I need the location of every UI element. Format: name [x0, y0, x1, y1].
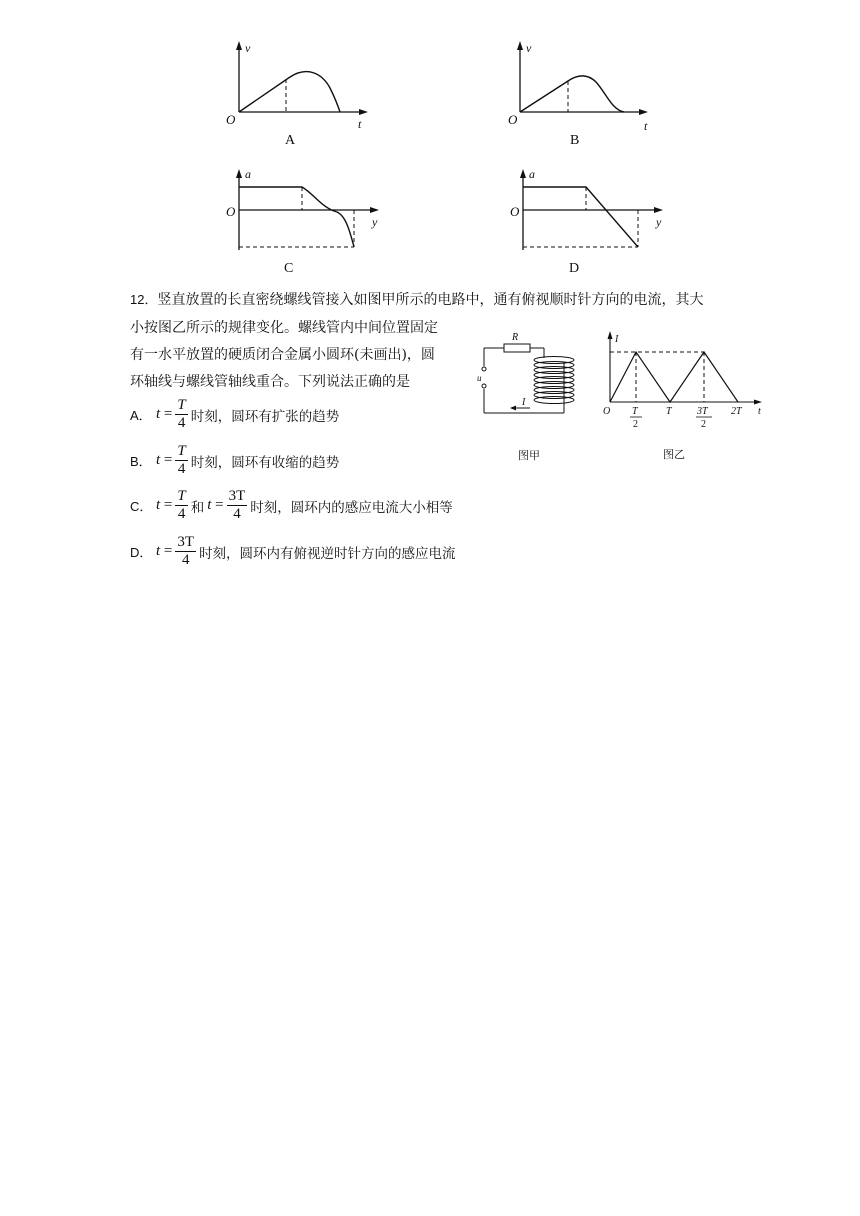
graph-d: [506, 164, 671, 279]
graph-c-x-label: y: [372, 215, 378, 229]
option-a-label: A．: [130, 408, 152, 423]
graph-b-x-label: t: [644, 119, 648, 133]
graph-c-label: C: [284, 261, 294, 276]
graph-c-y-arrow: [236, 169, 242, 178]
option-b-label: B．: [130, 454, 152, 469]
graph-b-origin: O: [508, 112, 518, 127]
option-c[interactable]: [130, 488, 453, 523]
yi-tick-1-num: T: [632, 406, 638, 417]
yi-tick-3-den: 2: [701, 419, 706, 430]
current-arrowhead: [510, 406, 516, 411]
graph-c-curve: [239, 187, 354, 247]
graph-b-label: B: [570, 133, 580, 148]
resistor: [504, 344, 530, 352]
option-d[interactable]: [130, 534, 456, 569]
graph-c-x-arrow: [370, 207, 379, 213]
graph-d-label: D: [569, 261, 580, 276]
current-label: I: [522, 397, 526, 408]
graph-c-origin: O: [226, 204, 236, 219]
graph-d-origin: O: [510, 204, 520, 219]
graph-d-y-arrow: [520, 169, 526, 178]
graph-b-curve: [520, 76, 624, 112]
graph-a: [222, 38, 372, 153]
source-label: u: [477, 373, 482, 383]
graph-d-y-label: a: [529, 167, 535, 181]
question-line-3: 有一水平放置的硬质闭合金属小圆环(未画出)，圆: [130, 347, 435, 363]
option-c-label: C．: [130, 499, 153, 514]
option-c-mid: 和: [190, 499, 205, 516]
graph-b-y-arrow: [517, 41, 523, 50]
option-c-fraction-2: $\frac{3T}{4}$: [228, 488, 246, 522]
graph-a-label: A: [285, 133, 296, 148]
option-b-fraction: $\frac{T}{4}$: [177, 443, 186, 477]
figure-jia-caption: 图甲: [518, 449, 540, 462]
option-d-fraction: $\frac{3T}{4}$: [177, 534, 195, 568]
terminal-top: [482, 367, 486, 371]
yi-x-arrow: [754, 400, 762, 405]
graph-a-y-arrow: [236, 41, 242, 50]
yi-y-label: I: [615, 334, 619, 345]
question-line-1: [130, 290, 703, 310]
solenoid-coil: [534, 357, 574, 404]
option-c-eq-1: t =: [156, 497, 173, 513]
yi-tick-3-num: 3T: [697, 406, 708, 417]
question-line-2: 小按图乙所示的规律变化。螺线管内中间位置固定: [130, 320, 438, 336]
yi-origin: O: [603, 406, 611, 417]
option-b[interactable]: [130, 443, 339, 478]
option-b-eq: t =: [156, 452, 173, 468]
graph-b-x-arrow: [639, 109, 648, 115]
yi-tick-2-num: T: [666, 406, 672, 417]
yi-tick-4-num: 2T: [731, 406, 742, 417]
figure-yi-caption: 图乙: [663, 448, 685, 461]
yi-tick-1-den: 2: [633, 419, 638, 430]
terminal-bottom: [482, 384, 486, 388]
option-a-eq: t =: [156, 406, 173, 422]
graph-a-x-arrow: [359, 109, 368, 115]
option-d-eq: t =: [156, 543, 173, 559]
graph-a-origin: O: [226, 112, 236, 127]
graph-c-y-label: a: [245, 167, 251, 181]
graph-b: [506, 38, 656, 153]
yi-x-label: t: [758, 406, 761, 417]
graph-d-curve: [523, 187, 638, 247]
graph-b-y-label: v: [526, 41, 532, 55]
graph-a-y-label: v: [245, 41, 251, 55]
figure-jia-circuit: [474, 330, 584, 422]
yi-wave: [610, 352, 738, 402]
option-a-text: 时刻，圆环有扩张的趋势: [190, 408, 340, 425]
question-line-4: 环轴线与螺线管轴线重合。下列说法正确的是: [130, 374, 410, 390]
graph-a-curve: [239, 72, 340, 112]
option-c-eq-2: t =: [207, 497, 224, 513]
question-number: 12．: [130, 292, 158, 307]
option-d-text: 时刻，圆环内有俯视逆时针方向的感应电流: [199, 545, 456, 562]
graph-d-x-label: y: [656, 215, 662, 229]
option-c-fraction-1: $\frac{T}{4}$: [177, 488, 186, 522]
figure-yi-graph: [598, 328, 773, 438]
question-text-1: 竖直放置的长直密绕螺线管接入如图甲所示的电路中，通有俯视顺时针方向的电流，其大: [157, 292, 704, 308]
option-c-text: 时刻，圆环内的感应电流大小相等: [250, 499, 453, 516]
option-b-text: 时刻，圆环有收缩的趋势: [190, 454, 340, 471]
graph-c: [222, 164, 387, 279]
option-d-label: D．: [130, 545, 153, 560]
option-a-fraction: $\frac{T}{4}$: [177, 397, 186, 431]
graph-a-x-label: t: [358, 117, 362, 131]
graph-d-x-arrow: [654, 207, 663, 213]
option-a[interactable]: [130, 397, 339, 432]
resistor-label: R: [512, 332, 519, 343]
yi-y-arrow: [608, 331, 613, 339]
